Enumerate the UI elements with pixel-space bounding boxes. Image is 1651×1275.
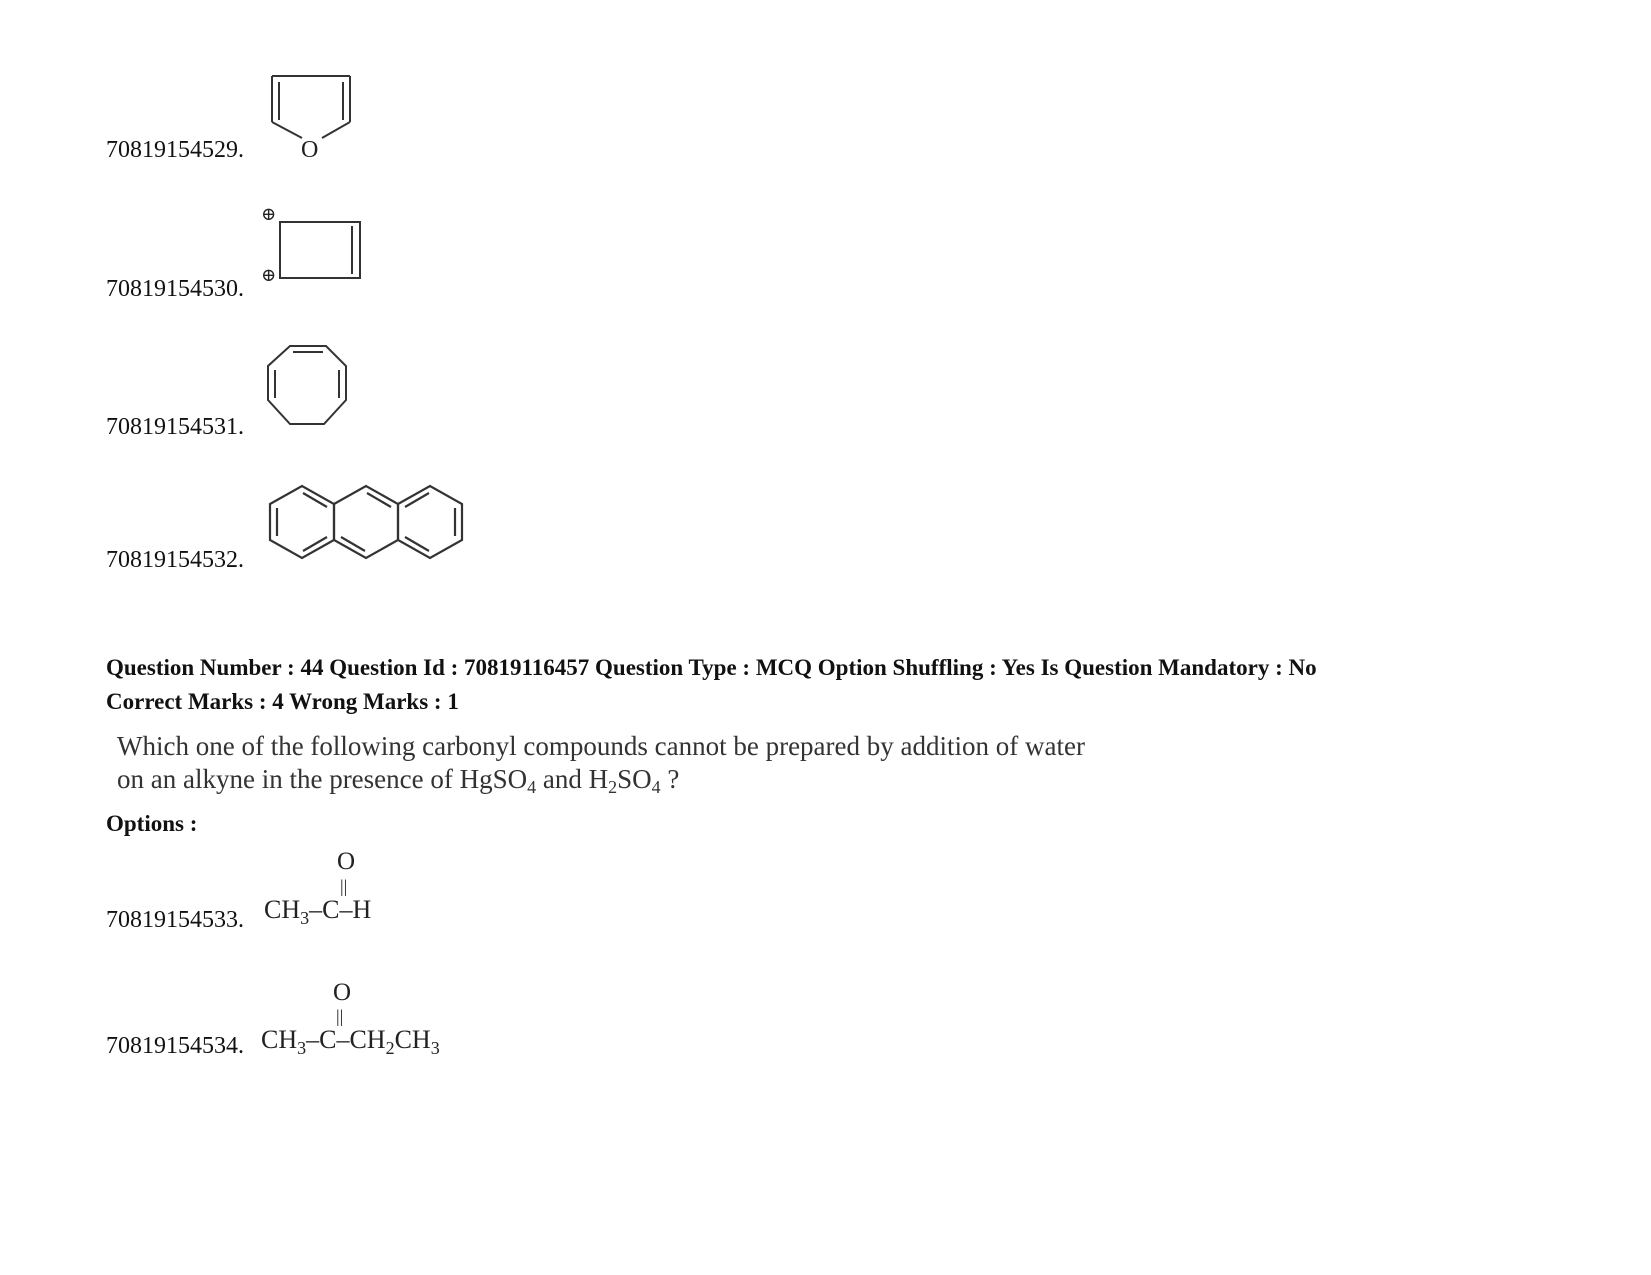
subscript: 4 bbox=[527, 777, 537, 797]
acetaldehyde-structure-icon bbox=[264, 845, 444, 935]
text-segment: SO bbox=[617, 764, 652, 794]
positive-charge-icon: ⊕ bbox=[261, 204, 277, 224]
question-text bbox=[117, 730, 1085, 796]
options-label: Options : bbox=[106, 811, 198, 836]
subscript: 2 bbox=[608, 777, 618, 797]
oxygen-atom: O bbox=[337, 848, 356, 875]
option-id: 70819154532. bbox=[106, 547, 244, 573]
group-ch: CH bbox=[264, 895, 301, 924]
text-segment: on an alkyne in the presence of HgSO bbox=[117, 764, 528, 794]
question-text-line-1: Which one of the following carbonyl compounds cannot be prepared by addition of water bbox=[117, 731, 1085, 761]
group-ch: CH bbox=[261, 1025, 298, 1054]
subscript: 3 bbox=[430, 1038, 440, 1058]
oxygen-atom: O bbox=[333, 979, 352, 1006]
positive-charge-icon: ⊕ bbox=[261, 265, 277, 285]
text-segment: ? bbox=[660, 764, 680, 794]
formula-text bbox=[261, 1025, 440, 1058]
carbon-bond: –C– bbox=[309, 895, 353, 924]
text-segment: and H bbox=[536, 764, 609, 794]
furan-structure-icon bbox=[266, 70, 366, 170]
question-text-line-2 bbox=[117, 763, 1085, 796]
formula-text bbox=[264, 895, 371, 928]
option-id: 70819154530. bbox=[106, 276, 244, 302]
option-id: 70819154529. bbox=[106, 137, 244, 163]
group-ch: CH bbox=[394, 1025, 431, 1054]
group-ch: CH bbox=[349, 1025, 386, 1054]
double-bond: || bbox=[336, 1006, 344, 1026]
subscript: 3 bbox=[300, 908, 310, 928]
cyclobutene-dication-structure-icon bbox=[261, 204, 381, 288]
option-id: 70819154533. bbox=[106, 907, 244, 933]
group-h: H bbox=[352, 895, 372, 924]
subscript: 2 bbox=[385, 1038, 395, 1058]
question-meta-line-2: Correct Marks : 4 Wrong Marks : 1 bbox=[106, 689, 459, 714]
carbon-bond: –C– bbox=[306, 1025, 350, 1054]
option-id: 70819154534. bbox=[106, 1033, 244, 1059]
subscript: 3 bbox=[297, 1038, 307, 1058]
question-meta-line-1: Question Number : 44 Question Id : 70819116457 Question Type : MCQ Option Shuffling : Yes Is Question Mandatory : No bbox=[106, 655, 1317, 680]
oxygen-atom: O bbox=[301, 137, 319, 163]
option-id: 70819154531. bbox=[106, 414, 244, 440]
anthracene-structure-icon bbox=[268, 482, 478, 572]
double-bond: || bbox=[340, 876, 348, 896]
subscript: 4 bbox=[651, 777, 661, 797]
butanone-structure-icon bbox=[261, 978, 521, 1068]
cycloheptatriene-structure-icon bbox=[266, 342, 356, 432]
